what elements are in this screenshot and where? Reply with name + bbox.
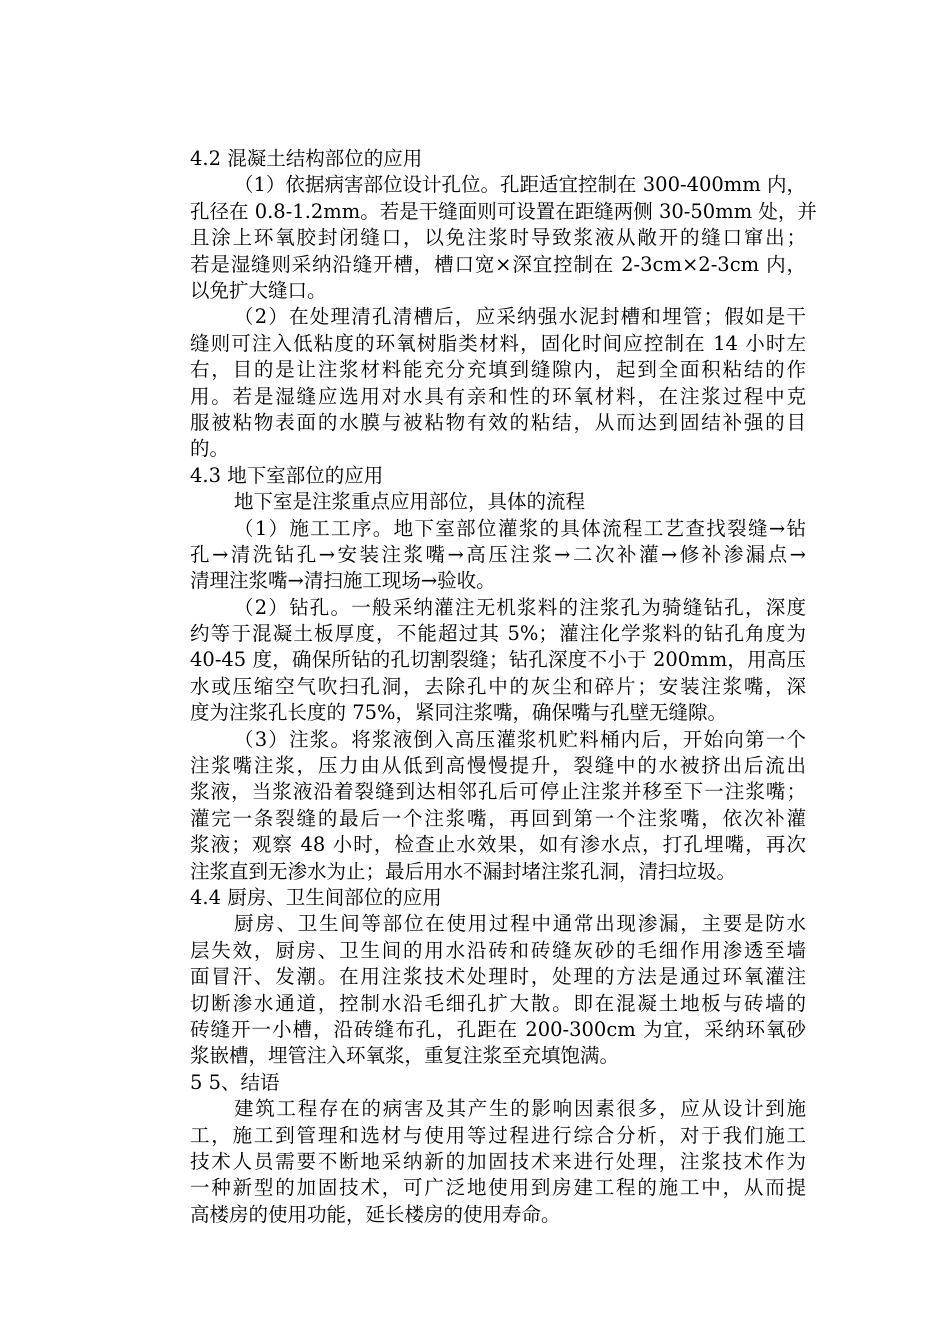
paragraph-line: 技术人员需要不断地采纳新的加固技术来进行处理，注浆技术作为 xyxy=(190,1149,806,1173)
section-heading: 4.2 混凝土结构部位的应用 xyxy=(190,147,423,170)
paragraph-line: 的。 xyxy=(190,437,230,461)
paragraph-line: 建筑工程存在的病害及其产生的影响因素很多，应从设计到施 xyxy=(234,1097,806,1121)
section-heading: 5 5、结语 xyxy=(190,1070,280,1094)
section-heading: 4.4 厨房、卫生间部位的应用 xyxy=(190,885,442,909)
paragraph-line: 层失效，厨房、卫生间的用水沿砖和砖缝灰砂的毛细作用渗透至墙 xyxy=(190,938,806,962)
paragraph xyxy=(146,595,806,727)
paragraph-line: 工，施工到管理和选材与使用等过程进行综合分析，对于我们施工 xyxy=(190,1123,806,1147)
paragraph-line: （2）在处理清孔清槽后，应采纳强水泥封槽和埋管；假如是干 xyxy=(234,305,806,329)
paragraph-line: 缝则可注入低粘度的环氧树脂类材料，固化时间应控制在 14 小时左 xyxy=(190,331,806,355)
paragraph-line: 面冒汗、发潮。在用注浆技术处理时，处理的方法是通过环氧灌注 xyxy=(190,965,806,989)
paragraph-line: 一种新型的加固技术，可广泛地使用到房建工程的施工中，从而提 xyxy=(190,1176,806,1200)
section-5-conclusion xyxy=(146,1070,806,1228)
paragraph-line: 且涂上环氧胶封闭缝口，以免注浆时导致浆液从敞开的缝口窜出； xyxy=(190,226,806,250)
paragraph-line: 用。若是湿缝应选用对水具有亲和性的环氧材料，在注浆过程中克 xyxy=(190,384,806,408)
paragraph-line: 水或压缩空气吹扫孔洞，去除孔中的灰尘和碎片；安装注浆嘴，深 xyxy=(190,674,806,698)
section-heading: 4.3 地下室部位的应用 xyxy=(190,463,384,487)
paragraph-line: 地下室是注浆重点应用部位，具体的流程 xyxy=(234,490,586,514)
paragraph-line: 厨房、卫生间等部位在使用过程中通常出现渗漏，主要是防水 xyxy=(234,912,806,936)
paragraph-line: 砖缝开一小槽，沿砖缝布孔，孔距在 200-300cm 为宜，采纳环氧砂 xyxy=(190,1017,806,1041)
paragraph-line: 服被粘物表面的水膜与被粘物有效的粘结，从而达到固结补强的目 xyxy=(190,410,806,434)
paragraph-line: （1）施工工序。地下室部位灌浆的具体流程工艺查找裂缝→钻 xyxy=(234,516,806,540)
document-page xyxy=(146,146,817,1228)
paragraph xyxy=(146,304,806,462)
paragraph-line: （2）钻孔。一般采纳灌注无机浆料的注浆孔为骑缝钻孔，深度 xyxy=(234,595,806,619)
paragraph-line: 浆液，当浆液沿着裂缝到达相邻孔后可停止注浆并移至下一注浆嘴； xyxy=(190,780,806,804)
paragraph-line: 约等于混凝土板厚度，不能超过其 5%；灌注化学浆料的钻孔角度为 xyxy=(190,622,806,646)
paragraph xyxy=(146,516,806,595)
section-4-3 xyxy=(146,463,806,885)
paragraph-line: 若是湿缝则采纳沿缝开槽，槽口宽×深宜控制在 2-3cm×2-3cm 内， xyxy=(190,252,806,276)
paragraph xyxy=(146,489,806,515)
paragraph-line: 度为注浆孔长度的 75%，紧同注浆嘴，确保嘴与孔壁无缝隙。 xyxy=(190,701,728,725)
paragraph xyxy=(146,1096,806,1228)
paragraph xyxy=(146,911,806,1069)
paragraph-line: 高楼房的使用功能，延长楼房的使用寿命。 xyxy=(190,1202,561,1226)
paragraph-line: 灌完一条裂缝的最后一个注浆嘴，再回到第一个注浆嘴，依次补灌 xyxy=(190,806,806,830)
paragraph-line: 注浆嘴注浆，压力由从低到高慢慢提升，裂缝中的水被挤出后流出 xyxy=(190,754,806,778)
paragraph-line: 孔径在 0.8-1.2mm。若是干缝面则可设置在距缝两侧 30-50mm 处，并 xyxy=(190,199,817,223)
paragraph-line: （1）依据病害部位设计孔位。孔距适宜控制在 300-400mm 内， xyxy=(234,173,806,197)
paragraph xyxy=(146,727,806,885)
paragraph-line: 浆液；观察 48 小时，检查止水效果，如有渗水点，打孔埋嘴，再次 xyxy=(190,833,806,857)
paragraph-line: 以免扩大缝口。 xyxy=(190,278,327,302)
paragraph-line: 浆嵌槽，埋管注入环氧浆，重复注浆至充填饱满。 xyxy=(190,1044,620,1068)
paragraph-line: 注浆直到无渗水为止；最后用水不漏封堵注浆孔洞，清扫垃圾。 xyxy=(190,859,737,883)
paragraph-line: 切断渗水通道，控制水沿毛细孔扩大散。即在混凝土地板与砖墙的 xyxy=(190,991,806,1015)
paragraph xyxy=(146,172,817,304)
paragraph-line: （3）注浆。将浆液倒入高压灌浆机贮料桶内后，开始向第一个 xyxy=(234,727,806,751)
paragraph-line: 清理注浆嘴→清扫施工现场→验收。 xyxy=(190,569,496,593)
paragraph-line: 40-45 度，确保所钻的孔切割裂缝；钻孔深度不小于 200mm，用高压 xyxy=(190,648,806,672)
paragraph-line: 右，目的是让注浆材料能充分充填到缝隙内，起到全面积粘结的作 xyxy=(190,358,806,382)
section-4-2 xyxy=(146,146,817,463)
section-4-4 xyxy=(146,885,806,1070)
paragraph-line: 孔→清洗钻孔→安装注浆嘴→高压注浆→二次补灌→修补渗漏点→ xyxy=(190,542,806,566)
